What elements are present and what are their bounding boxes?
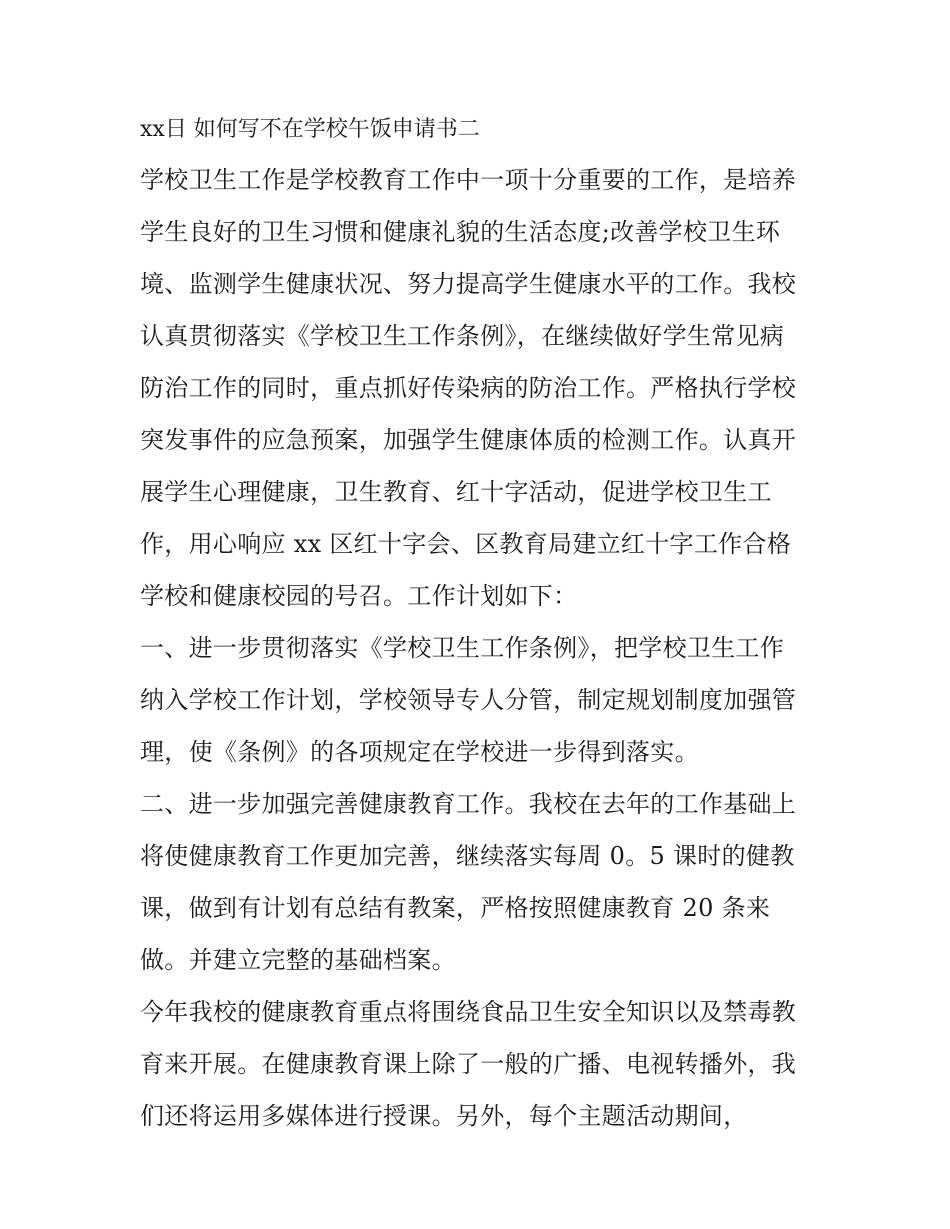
document-title: xx日 如何写不在学校午饭申请书二	[140, 117, 480, 142]
text-line: 将使健康教育工作更加完善，继续落实每周 0。5 课时的健教	[140, 842, 795, 870]
text-line: 理，使《条例》的各项规定在学校进一步得到落实。	[140, 738, 699, 766]
text-line: 作，用心响应 xx 区红十字会、区教育局建立红十字工作合格	[140, 530, 792, 558]
text-line: 做。并建立完整的基础档案。	[140, 946, 456, 974]
text-line: 学校卫生工作是学校教育工作中一项十分重要的工作，是培养	[140, 166, 797, 194]
text-line: 们还将运用多媒体进行授课。另外，每个主题活动期间，	[140, 1102, 748, 1130]
text-line: 展学生心理健康，卫生教育、红十字活动，促进学校卫生工	[140, 478, 772, 506]
text-line: 突发事件的应急预案，加强学生健康体质的检测工作。认真开	[140, 426, 797, 454]
document-body	[140, 106, 830, 1142]
text-line: 纳入学校工作计划，学校领导专人分管，制定规划制度加强管	[140, 686, 797, 714]
text-line: 二、进一步加强完善健康教育工作。我校在去年的工作基础上	[140, 790, 797, 818]
text-line: 学生良好的卫生习惯和健康礼貌的生活态度;改善学校卫生环	[140, 218, 781, 246]
text-line: 一、进一步贯彻落实《学校卫生工作条例》，把学校卫生工作	[140, 634, 785, 662]
text-line: 育来开展。在健康教育课上除了一般的广播、电视转播外，我	[140, 1050, 797, 1078]
text-line: 防治工作的同时，重点抓好传染病的防治工作。严格执行学校	[140, 374, 797, 402]
text-line: 认真贯彻落实《学校卫生工作条例》，在继续做好学生常见病	[140, 322, 785, 350]
text-line: 今年我校的健康教育重点将围绕食品卫生安全知识以及禁毒教	[140, 998, 797, 1026]
text-line: 学校和健康校园的号召。工作计划如下：	[140, 582, 578, 610]
text-line: 境、监测学生健康状况、努力提高学生健康水平的工作。我校	[140, 270, 797, 298]
text-line: 课，做到有计划有总结有教案，严格按照健康教育 20 条来	[140, 894, 771, 922]
